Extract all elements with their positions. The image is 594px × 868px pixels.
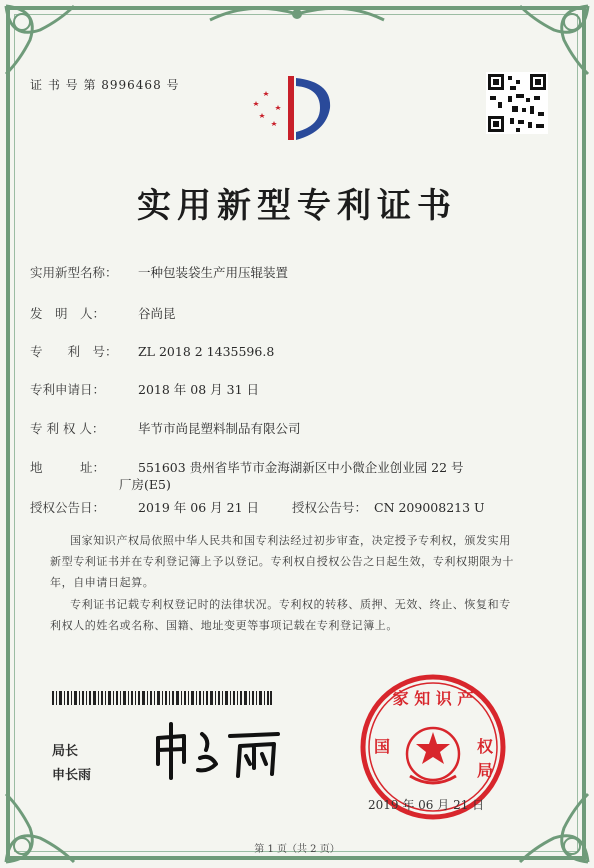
body-paragraph: 新型专利证书并在专利登记簿上予以登记。专利权自授权公告之日起生效，专利权期限为十 (50, 555, 514, 568)
field-label: 专利申请日： (30, 382, 106, 397)
field-label: 授权公告号： (292, 500, 368, 515)
field-label: 授权公告日： (30, 500, 106, 515)
body-paragraph: 年，自申请日起算。 (50, 576, 155, 589)
field-value: CN 209008213 U (374, 500, 485, 515)
corner-ornament-icon (0, 788, 80, 868)
field-label: 地 址： (30, 460, 106, 475)
body-paragraph: 专利证书记载专利权登记时的法律状况。专利权的转移、质押、无效、终止、恢复和专 (70, 598, 511, 611)
field-patent-number (30, 342, 274, 360)
field-value: 一种包装袋生产用压辊装置 (138, 265, 289, 280)
field-filing-date (30, 380, 259, 398)
top-ornament-icon (200, 0, 394, 30)
barcode-icon (52, 691, 272, 705)
cnipa-logo-icon (246, 68, 340, 148)
field-inventor (30, 304, 176, 322)
field-value: 毕节市尚昆塑料制品有限公司 (138, 421, 301, 436)
field-address (30, 458, 464, 476)
seal-date: 2019 年 06 月 21 日 (368, 798, 485, 812)
field-value: 谷尚昆 (138, 306, 176, 321)
field-grant-date (30, 498, 259, 516)
field-grant-number (292, 498, 485, 516)
body-paragraph: 国家知识产权局依照中华人民共和国专利法经过初步审查，决定授予专利权，颁发实用 (70, 534, 511, 547)
corner-ornament-icon (0, 0, 80, 80)
corner-ornament-icon (514, 0, 594, 80)
handwritten-signature-icon (150, 716, 290, 786)
svg-text:国: 国 (373, 737, 391, 756)
field-value: ZL 2018 2 1435596.8 (138, 344, 275, 359)
field-label: 专 利 号： (30, 344, 118, 359)
director-name: 申长雨 (52, 768, 92, 783)
svg-text:家 知 识 产: 家 知 识 产 (392, 689, 474, 708)
field-utility-model-name (30, 263, 288, 281)
page-number: 第 1 页（共 2 页） (254, 844, 340, 855)
qr-code-icon (486, 72, 548, 134)
field-patentee (30, 419, 301, 437)
body-paragraph: 利权人的姓名或名称、国籍、地址变更等事项记载在专利登记簿上。 (50, 619, 398, 632)
field-address-line2: 厂房(E5) (119, 477, 171, 492)
certificate-number: 证 书 号 第 8996468 号 (30, 78, 180, 92)
field-value: 2018 年 08 月 31 日 (138, 382, 259, 397)
field-label: 专 利 权 人： (30, 421, 105, 436)
director-title: 局长 (52, 744, 79, 759)
svg-text:权: 权 (476, 737, 494, 756)
corner-ornament-icon (514, 788, 594, 868)
field-value: 2019 年 06 月 21 日 (138, 500, 259, 515)
field-label: 发 明 人： (30, 306, 106, 321)
field-value: 551603 贵州省毕节市金海湖新区中小微企业创业园 22 号 (138, 460, 464, 475)
svg-text:局: 局 (476, 761, 494, 780)
field-label: 实用新型名称： (30, 265, 118, 280)
certificate-title: 实用新型专利证书 (137, 186, 457, 226)
